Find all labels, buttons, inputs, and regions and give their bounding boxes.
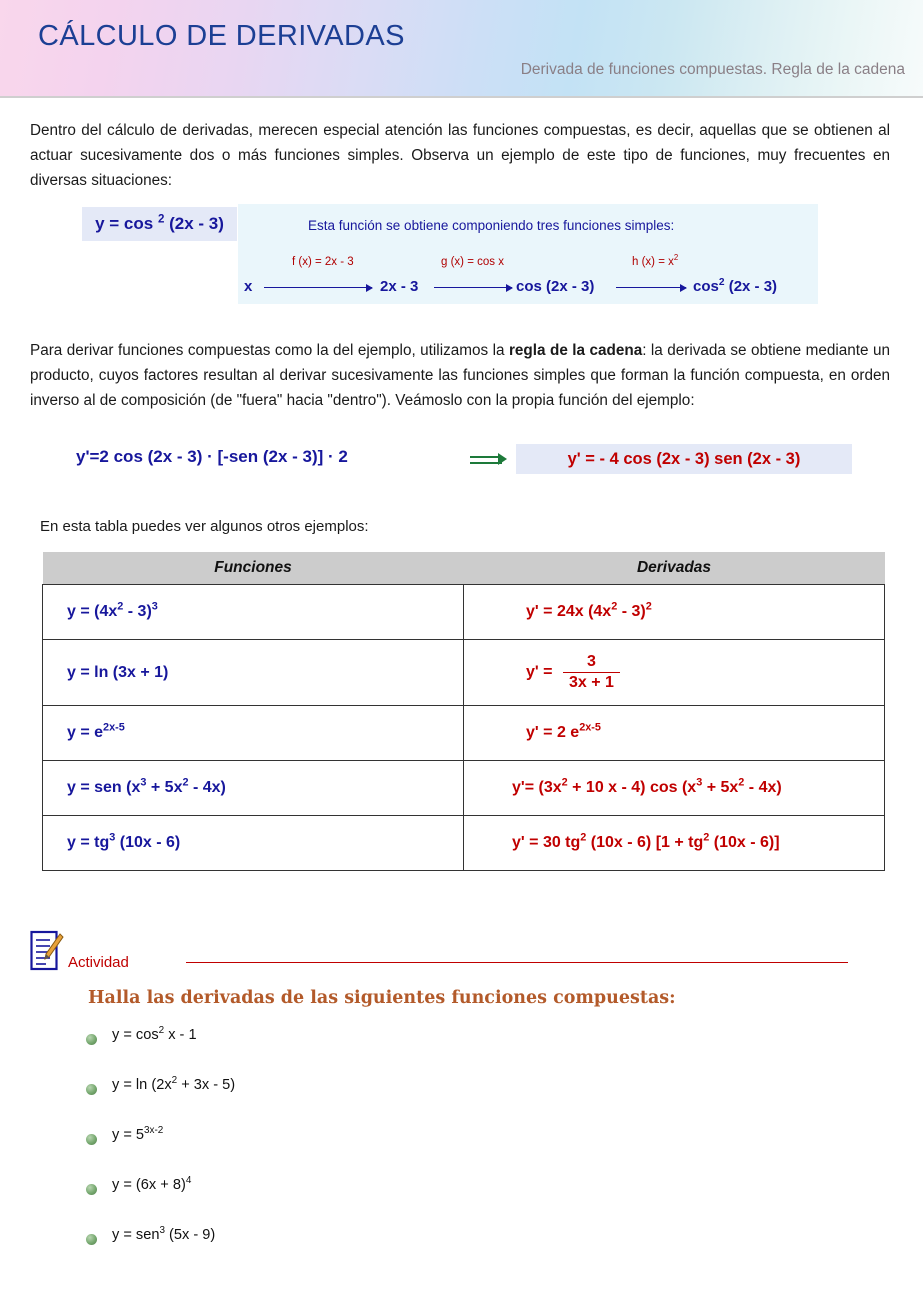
list-item-label: $y = \ln (2x^2 + 3x - 5)$ bbox=[112, 1075, 236, 1093]
table-header-functions: Funciones bbox=[43, 552, 464, 585]
table-cell-function: y = ln (3x + 1) bbox=[43, 640, 464, 706]
chain-rule-text-before: Para derivar funciones compuestas como la del ejemplo, utilizamos la bbox=[30, 342, 509, 359]
notepad-pencil-icon bbox=[30, 930, 64, 972]
bullet-icon bbox=[86, 1034, 97, 1045]
header-divider bbox=[0, 96, 923, 98]
intro-paragraph: Dentro del cálculo de derivadas, merecen especial atención las funciones compuestas, es decir, aquellas que se obtienen al actuar sucesivamente dos o más funciones simples. Observa un ejemplo de este tipo de funciones, muy frecuentes en diversas situaciones: bbox=[30, 122, 890, 189]
table-cell-derivative: y' = 2 $e^{2x-5}$ bbox=[464, 706, 885, 761]
chain-rule-text-after: : la derivada se obtiene mediante un producto, cuyos factores resultan al derivar sucesivamente las funciones simples que forman la función compuesta, en orden inverso al de composición (de "fuera" hacia "dentro"). Veámoslo con la propia función del ejemplo: bbox=[30, 342, 891, 409]
table-cell-derivative: y' = 30 $tg^2$ (10x - 6) [$1 + tg^2$ (10x - 6)] bbox=[464, 816, 885, 871]
table-cell-derivative: $y'= (3x^2 + 10$ x - 4) $\cos (x^3 + 5x^2 - 4x)$ bbox=[464, 761, 885, 816]
table-row bbox=[43, 706, 885, 761]
list-item bbox=[86, 1222, 786, 1272]
bullet-icon bbox=[86, 1134, 97, 1145]
chain-arrow-2 bbox=[434, 287, 512, 288]
page-subtitle: Derivada de funciones compuestas. Regla de la cadena bbox=[520, 61, 905, 78]
page-title: CÁLCULO DE DERIVADAS bbox=[38, 20, 405, 52]
derivative-result-chip: y' = - 4 cos (2x - 3) sen (2x - 3) bbox=[516, 444, 852, 474]
table-cell-function: $y = tg^3$ (10x - 6) bbox=[43, 816, 464, 871]
table-cell-derivative: y' = 24x $(4x^2 - 3)^2$ bbox=[464, 585, 885, 640]
fraction-denominator: 3x + 1 bbox=[563, 672, 620, 692]
table-cell-function: $y = (4x^2 - 3)^3$ bbox=[43, 585, 464, 640]
page-banner bbox=[0, 0, 923, 96]
fraction-numerator: 3 bbox=[586, 653, 596, 670]
chain-node-fx: 2x - 3 bbox=[380, 278, 419, 295]
activity-label: Actividad bbox=[68, 954, 129, 971]
list-item bbox=[86, 1022, 786, 1072]
chain-rule-bold-term: regla de la cadena bbox=[508, 342, 643, 359]
table-header-row bbox=[43, 552, 885, 585]
chain-arrow-1 bbox=[264, 287, 372, 288]
table-row bbox=[43, 640, 885, 706]
bullet-icon bbox=[86, 1234, 97, 1245]
table-cell-function: $y = e^{2x-5}$ bbox=[43, 706, 464, 761]
chain-label-g: g (x) = cos x bbox=[441, 256, 504, 268]
table-cell-derivative bbox=[464, 640, 885, 706]
table-intro: En esta tabla puedes ver algunos otros ejemplos: bbox=[40, 518, 369, 535]
example-function-chip bbox=[82, 207, 237, 241]
example-caption: Esta función se obtiene componiendo tres funciones simples: bbox=[308, 218, 675, 233]
table-row bbox=[43, 761, 885, 816]
table-cell-function: y = sen $(x^3 + 5x^2 - 4x)$ bbox=[43, 761, 464, 816]
bullet-icon bbox=[86, 1184, 97, 1195]
list-item bbox=[86, 1122, 786, 1172]
chain-arrow-3 bbox=[616, 287, 686, 288]
activity-heading: Halla las derivadas de las siguientes funciones compuestas: bbox=[88, 988, 676, 1008]
table-header-derivatives: Derivadas bbox=[464, 552, 885, 585]
list-item-label: $y = (6x + 8)^4$ bbox=[112, 1175, 192, 1193]
composition-chain bbox=[238, 250, 818, 302]
fraction bbox=[563, 653, 620, 692]
activity-divider bbox=[186, 962, 848, 963]
chain-label-h: h $(x) = x^2$ bbox=[632, 253, 679, 268]
activity-list bbox=[86, 1022, 786, 1272]
examples-table bbox=[42, 552, 885, 871]
list-item-label: $y = \cos^2 x - 1$ bbox=[112, 1025, 197, 1043]
list-item-label: $y = 5^{3x-2}$ bbox=[112, 1125, 164, 1143]
table-row bbox=[43, 816, 885, 871]
list-item-label: y = sen$^3$ (5x - 9) bbox=[112, 1225, 216, 1243]
chain-node-gfx: cos (2x - 3) bbox=[516, 278, 595, 295]
example-function-text: y = cos $^2$ (2x - 3) bbox=[95, 213, 224, 233]
implies-arrow-icon bbox=[468, 449, 508, 469]
list-item bbox=[86, 1172, 786, 1222]
list-item bbox=[86, 1072, 786, 1122]
chain-label-f: f (x) = 2x - 3 bbox=[292, 256, 354, 268]
derivative-steps: y'=2 cos (2x - 3) · [-sen (2x - 3)] · 2 bbox=[76, 447, 348, 466]
chain-rule-paragraph bbox=[30, 338, 890, 413]
chain-node-x: x bbox=[244, 278, 253, 295]
fraction-prefix: y' = bbox=[526, 663, 553, 681]
bullet-icon bbox=[86, 1084, 97, 1095]
table-row bbox=[43, 585, 885, 640]
chain-node-hgfx: $\cos^2 (2x - 3)$ bbox=[693, 277, 778, 295]
